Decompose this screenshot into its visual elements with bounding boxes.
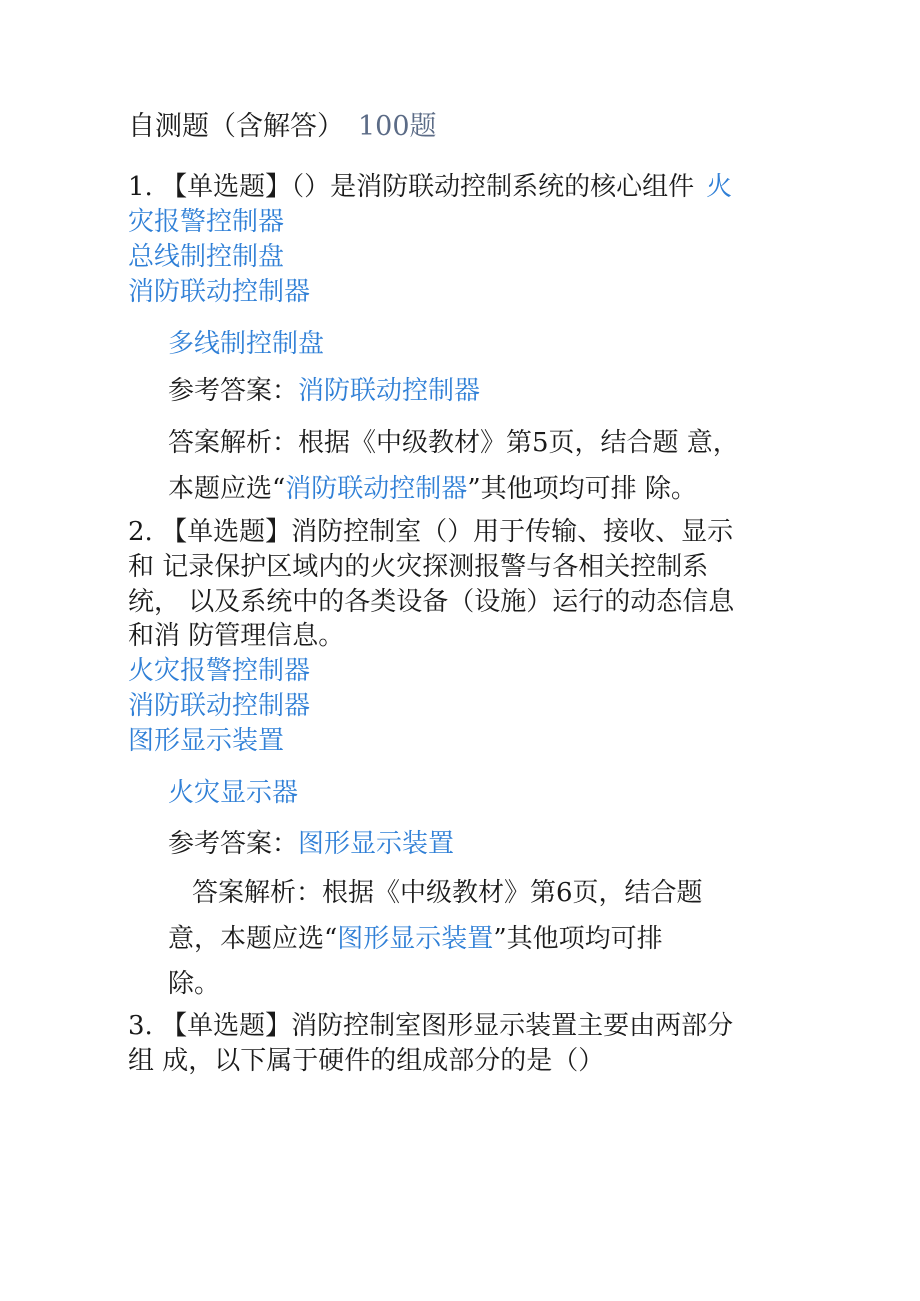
q3-stem-line-2: 组 成，以下属于硬件的组成部分的是（） bbox=[128, 1046, 605, 1076]
q2-option-2: 消防联动控制器 bbox=[128, 691, 311, 721]
q1-analysis-suffix: ”其他项均可排 除。 bbox=[467, 474, 697, 504]
q3-stem-line-1: 3. 【单选题】消防控制室图形显示装置主要由两部分 bbox=[128, 1011, 734, 1041]
q2-option-1: 火灾报警控制器 bbox=[128, 656, 311, 686]
q1-analysis-prefix: 本题应选“ bbox=[168, 474, 286, 504]
q2-stem-line-2: 和 记录保护区域内的火灾探测报警与各相关控制系 bbox=[128, 552, 709, 582]
q2-analysis-answer: 图形显示装置 bbox=[337, 924, 494, 954]
q2-stem-line-3: 统， 以及系统中的各类设备（设施）运行的动态信息 bbox=[128, 587, 735, 617]
question-count: 100题 bbox=[358, 111, 437, 142]
document-title bbox=[128, 112, 437, 142]
q2-stem-line-4: 和消 防管理信息。 bbox=[128, 621, 345, 651]
document-title-text: 自测题（含解答） bbox=[128, 111, 344, 142]
q1-option-2: 总线制控制盘 bbox=[128, 242, 285, 272]
q1-analysis-answer: 消防联动控制器 bbox=[285, 474, 468, 504]
q2-answer-value: 图形显示装置 bbox=[298, 829, 455, 859]
q1-stem-text: 1. 【单选题】（）是消防联动控制系统的核心组件 bbox=[128, 172, 695, 202]
q2-stem-line-1: 2. 【单选题】消防控制室（）用于传输、接收、显示 bbox=[128, 517, 734, 547]
q2-answer-label: 参考答案： bbox=[168, 829, 299, 859]
q2-option-3: 图形显示装置 bbox=[128, 726, 285, 756]
q2-analysis-prefix: 意，本题应选“ bbox=[168, 924, 338, 954]
q1-option-4: 多线制控制盘 bbox=[168, 329, 325, 359]
q1-analysis-line-2 bbox=[168, 474, 697, 504]
q1-option-3: 消防联动控制器 bbox=[128, 277, 311, 307]
q2-analysis-line-1: 答案解析：根据《中级教材》第6页，结合题 bbox=[192, 878, 703, 908]
q1-analysis-line-1: 答案解析：根据《中级教材》第5页，结合题 意， bbox=[168, 428, 739, 458]
q1-option-1-start: 火 bbox=[706, 172, 733, 202]
q1-answer-value: 消防联动控制器 bbox=[298, 376, 481, 406]
q2-answer bbox=[168, 829, 454, 859]
q1-stem bbox=[128, 172, 732, 202]
q2-option-4: 火灾显示器 bbox=[168, 778, 299, 808]
q2-analysis-line-2 bbox=[168, 924, 663, 954]
q1-answer bbox=[168, 376, 480, 406]
q2-analysis-line-3: 除。 bbox=[168, 969, 221, 999]
q1-answer-label: 参考答案： bbox=[168, 376, 299, 406]
q2-analysis-suffix: ”其他项均可排 bbox=[493, 924, 663, 954]
q1-option-1: 灾报警控制器 bbox=[128, 207, 285, 237]
